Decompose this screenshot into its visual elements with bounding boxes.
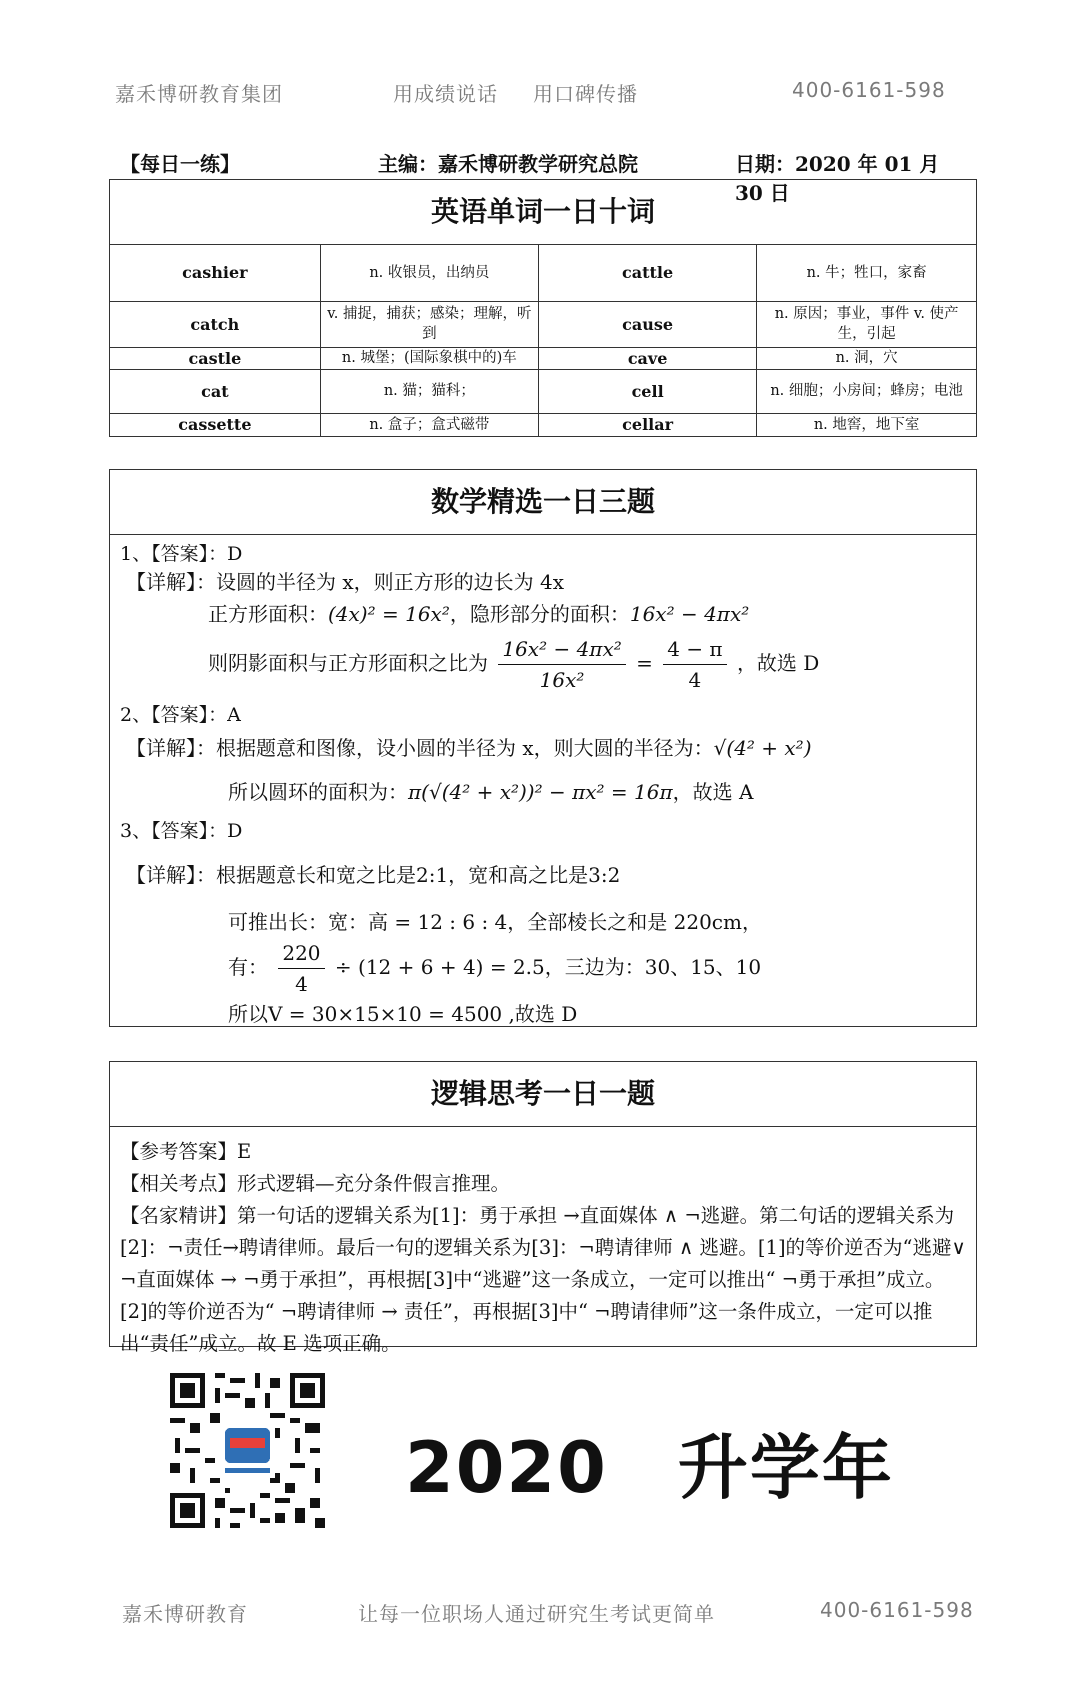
q3-frac-num: 220 xyxy=(278,938,324,969)
q1-line2-mid: ，隐形部分的面积： xyxy=(449,602,630,626)
q3-line4: 所以V = 30×15×10 = 4500 ,故选 D xyxy=(228,1002,578,1026)
q1-frac2-den: 4 xyxy=(688,668,702,692)
equals-sign: = xyxy=(636,651,653,675)
vocab-word: cashier xyxy=(110,245,320,301)
q1-line2 xyxy=(208,598,749,627)
promo-slogan xyxy=(405,1412,894,1513)
logic-topic: 【相关考点】形式逻辑—充分条件假言推理。 xyxy=(120,1172,511,1195)
vocab-word: cat xyxy=(110,369,320,413)
vocab-word: cave xyxy=(538,347,756,369)
vocab-def: n. 猫；猫科； xyxy=(320,369,538,413)
logic-explanation: 【名家精讲】第一句话的逻辑关系为[1]：勇于承担 →直面媒体 ∧ ¬逃避。第二句话的逻辑关系为[2]：¬责任→聘请律师。最后一句的逻辑关系为[3]：¬聘请律师 ∧ 逃避。[1]的等价逆否为“逃避∨ ¬直面媒体 → ¬勇于承担”，再根据[3]中“逃避”这一条成立，一定可以推出“ ¬勇于承担”成立。[2]的等价逆否为“ ¬聘请律师 → 责任”，再根据[3]中“ ¬聘请律师”这一条件成立，一定可以推出“责任”成立。故 E 选项正确。 xyxy=(120,1204,966,1355)
vocab-def: v. 捕捉，捕获；感染；理解，听到 xyxy=(320,301,538,347)
info-line xyxy=(120,148,966,205)
q1-blank-area: 16x² − 4πx² xyxy=(629,602,750,626)
header-slogan-2: 用口碑传播 xyxy=(533,82,638,106)
vocab-def: n. 收银员，出纳员 xyxy=(320,245,538,301)
page-footer xyxy=(0,1598,1080,1632)
vocab-word: cell xyxy=(538,369,756,413)
page-header xyxy=(0,78,1080,112)
q2-ring-area: π(√(4² + x²))² − πx² = 16π xyxy=(408,780,673,804)
table-row xyxy=(110,245,976,301)
vocab-word: cattle xyxy=(538,245,756,301)
vocab-title: 英语单词一日十词 xyxy=(110,180,976,245)
math-content xyxy=(110,536,976,1026)
footer-org: 嘉禾博研教育 xyxy=(122,1602,248,1626)
math-title: 数学精选一日三题 xyxy=(110,470,976,535)
vocab-def: n. 盒子；盒式磁带 xyxy=(320,413,538,436)
q3-answer: 3、【答案】：D xyxy=(120,820,243,842)
vocab-def: n. 地窖，地下室 xyxy=(757,413,976,436)
practice-label: 【每日一练】 xyxy=(120,152,240,176)
q2-line2-suffix: ，故选 A xyxy=(672,780,754,804)
vocab-table xyxy=(110,245,976,437)
q2-radius-expr: √(4² + x²) xyxy=(713,736,812,760)
math-box xyxy=(109,469,977,1027)
logic-answer: 【参考答案】E xyxy=(120,1140,252,1163)
q2-line2-prefix: 所以圆环的面积为： xyxy=(228,780,408,804)
vocab-word: catch xyxy=(110,301,320,347)
q1-detail: 【详解】：设圆的半径为 x，则正方形的边长为 4x xyxy=(126,570,564,594)
q3-detail: 【详解】：根据题意长和宽之比是2:1，宽和高之比是3:2 xyxy=(126,863,621,887)
vocab-box xyxy=(109,179,977,437)
q3-line3-prefix: 有： xyxy=(228,955,268,979)
q2-detail xyxy=(126,732,812,761)
header-phone: 400-6161-598 xyxy=(792,78,946,102)
q2-answer: 2、【答案】：A xyxy=(120,704,241,726)
q1-line3-suffix: ，故选 D xyxy=(736,651,820,675)
q2-line2 xyxy=(228,776,753,805)
table-row xyxy=(110,301,976,347)
header-org: 嘉禾博研教育集团 xyxy=(115,82,283,106)
q1-fraction-2 xyxy=(663,634,726,695)
vocab-word: cassette xyxy=(110,413,320,436)
q1-line3-prefix: 则阴影面积与正方形面积之比为 xyxy=(208,651,488,675)
q3-line3-suffix: ÷ (12 + 6 + 4) = 2.5，三边为：30、15、10 xyxy=(334,955,762,979)
header-slogan-1: 用成绩说话 xyxy=(393,82,498,106)
q1-answer: 1、【答案】：D xyxy=(120,543,243,565)
q1-fraction-1 xyxy=(498,634,625,695)
q2-detail-text: 【详解】：根据题意和图像，设小圆的半径为 x，则大圆的半径为： xyxy=(126,736,714,760)
editor-label: 主编：嘉禾博研教学研究总院 xyxy=(378,152,638,176)
promo-year: 2020 xyxy=(405,1427,608,1509)
q1-line2-prefix: 正方形面积： xyxy=(208,602,328,626)
vocab-word: castle xyxy=(110,347,320,369)
q3-line2: 可推出长：宽：高 = 12 : 6 : 4，全部棱长之和是 220cm， xyxy=(228,910,762,934)
vocab-def: n. 原因；事业，事件 v. 使产生，引起 xyxy=(757,301,976,347)
promo-text: 升学年 xyxy=(677,1427,894,1509)
vocab-def: n. 牛；牲口，家畜 xyxy=(757,245,976,301)
footer-slogan: 让每一位职场人通过研究生考试更简单 xyxy=(358,1602,715,1626)
q1-square-area: (4x)² = 16x² xyxy=(328,602,450,626)
logic-title: 逻辑思考一日一题 xyxy=(110,1062,976,1127)
q1-frac1-den: 16x² xyxy=(539,668,585,692)
q3-fraction xyxy=(278,938,324,999)
q1-frac1-num: 16x² − 4πx² xyxy=(498,634,625,665)
qr-code-image xyxy=(165,1368,330,1533)
logic-box xyxy=(109,1061,977,1355)
vocab-def: n. 细胞；小房间；蜂房；电池 xyxy=(757,369,976,413)
q1-frac2-num: 4 − π xyxy=(663,634,726,665)
q3-frac-den: 4 xyxy=(295,972,308,996)
q1-line3 xyxy=(208,634,819,695)
table-row xyxy=(110,413,976,436)
footer-phone: 400-6161-598 xyxy=(820,1598,974,1622)
table-row xyxy=(110,347,976,369)
vocab-def: n. 城堡；(国际象棋中的)车 xyxy=(320,347,538,369)
logic-content xyxy=(120,1136,966,1360)
table-row xyxy=(110,369,976,413)
vocab-word: cause xyxy=(538,301,756,347)
q3-line3 xyxy=(228,938,761,999)
date-label: 日期：2020 年 01 月 30 日 xyxy=(735,152,940,205)
vocab-def: n. 洞，穴 xyxy=(757,347,976,369)
vocab-word: cellar xyxy=(538,413,756,436)
